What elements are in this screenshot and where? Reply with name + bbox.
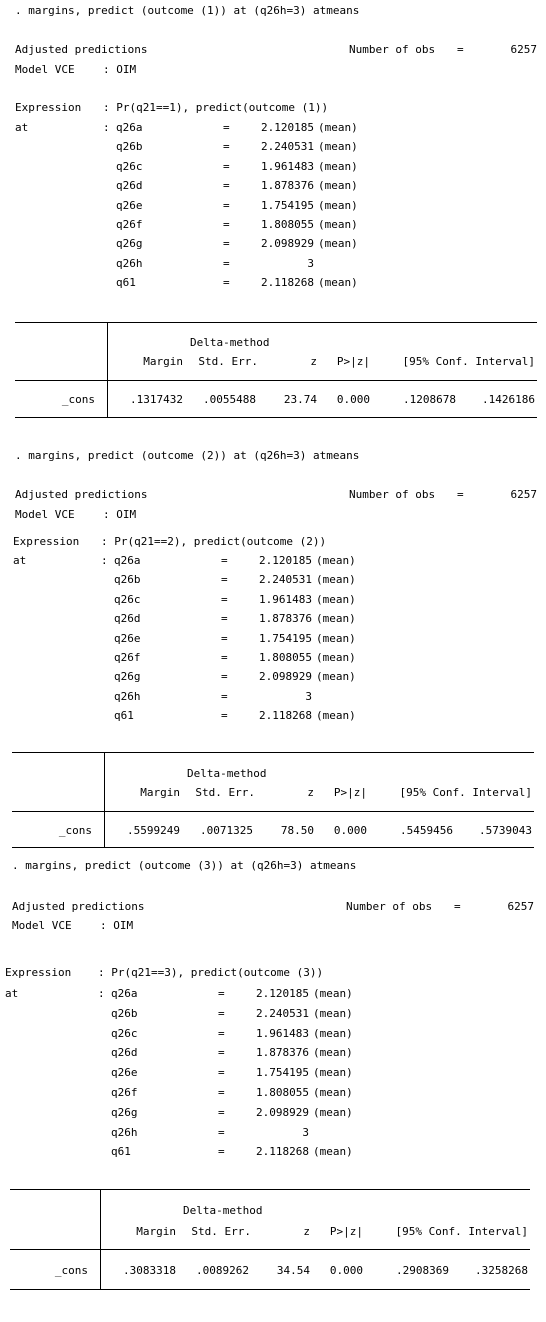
at-variable-name: q26d (116, 179, 143, 193)
at-variable-name: q26f (116, 218, 143, 231)
at-value: 2.240531 (261, 140, 314, 154)
cell-std-err: .0055488 (203, 393, 256, 406)
at-variable-name: q26f (111, 1086, 138, 1099)
at-value: 2.118268 (259, 709, 312, 723)
table-top-rule (12, 752, 534, 753)
at-value: 2.120185 (261, 121, 314, 134)
at-variable-name: q26c (111, 1026, 138, 1040)
header-margin: Margin (136, 1225, 176, 1238)
at-note: (mean) (313, 1006, 353, 1020)
nobs-label: Number of obs (349, 488, 436, 501)
at-variable-name: q26b (116, 140, 143, 154)
at-equals: = (218, 1145, 225, 1159)
at-note: (mean) (316, 631, 356, 645)
cell-ci-lower: .1208678 (403, 393, 456, 406)
at-variable-name: q26g (114, 670, 141, 684)
at-value: 1.754195 (256, 1066, 309, 1080)
at-equals: = (221, 709, 228, 723)
at-label: at (15, 121, 29, 134)
table-column-divider (100, 1189, 101, 1289)
at-note: (mean) (316, 554, 356, 567)
table-top-rule (10, 1189, 530, 1190)
at-equals: = (223, 159, 230, 173)
at-variable-name: q26e (116, 198, 143, 212)
at-variable-name: q26g (111, 1105, 138, 1119)
cell-ci-upper: .5739043 (479, 824, 532, 837)
at-equals: = (218, 1026, 225, 1040)
at-note: (mean) (313, 1086, 353, 1099)
table-column-divider (104, 752, 105, 847)
command-line: . margins, predict (outcome (1)) at (q26h=3) atmeans (15, 4, 360, 17)
at-equals: = (221, 573, 228, 587)
at-equals: = (223, 276, 230, 290)
vce-value: : OIM (100, 919, 134, 932)
margins-output-block (0, 4, 546, 444)
cell-margin: .5599249 (127, 824, 180, 837)
at-value: 2.240531 (256, 1006, 309, 1020)
at-variable-name: q61 (111, 1145, 131, 1159)
header-p: P>|z| (336, 355, 370, 368)
nobs-value: 6257 (510, 43, 537, 56)
at-variable-name: q26d (114, 612, 141, 626)
command-line: . margins, predict (outcome (2)) at (q26h=3) atmeans (15, 449, 360, 462)
table-super-header: Delta-method (187, 767, 267, 780)
at-equals: = (223, 140, 230, 154)
at-note: (mean) (313, 1026, 353, 1040)
table-header-rule (12, 811, 534, 812)
at-variable-name: q26a (111, 987, 138, 1000)
at-note: (mean) (318, 198, 358, 212)
nobs-equals: = (457, 488, 464, 501)
at-value: 2.120185 (259, 554, 312, 567)
at-variable-name: q26a (116, 121, 143, 134)
cell-std-err: .0089262 (196, 1264, 249, 1277)
at-note: (mean) (318, 140, 358, 154)
at-equals: = (223, 218, 230, 231)
at-variable-name: q26b (111, 1006, 138, 1020)
vce-label: Model VCE (15, 508, 75, 521)
at-value: 3 (305, 689, 312, 703)
at-value: 1.754195 (261, 198, 314, 212)
at-note: (mean) (313, 1046, 353, 1060)
cell-ci-upper: .1426186 (482, 393, 535, 406)
nobs-label: Number of obs (346, 900, 433, 913)
table-header-rule (15, 380, 537, 381)
at-note: (mean) (318, 237, 358, 251)
at-equals: = (218, 987, 225, 1000)
at-variable-name: q26h (116, 256, 143, 270)
at-variable-name: q26h (114, 689, 141, 703)
at-note: (mean) (318, 218, 358, 231)
at-note: (mean) (316, 592, 356, 606)
expression-label: Expression (5, 966, 72, 979)
at-variable-name: q26e (114, 631, 141, 645)
at-variable-name: q26c (116, 159, 143, 173)
at-note: (mean) (313, 1105, 353, 1119)
at-equals: = (223, 121, 230, 134)
at-equals: = (223, 237, 230, 251)
cell-z: 23.74 (283, 393, 317, 406)
at-note: (mean) (316, 651, 356, 664)
header-conf-interval: [95% Conf. Interval] (395, 1225, 528, 1238)
header-z: z (303, 1225, 310, 1238)
at-equals: = (221, 612, 228, 626)
expression-value: : Pr(q21==2), predict(outcome (2)) (101, 535, 327, 548)
row-label-cons: _cons (61, 393, 95, 406)
at-value: 1.878376 (256, 1046, 309, 1060)
header-std-err: Std. Err. (195, 786, 255, 799)
nobs-equals: = (457, 43, 464, 56)
at-value: 2.240531 (259, 573, 312, 587)
cell-margin: .3083318 (123, 1264, 176, 1277)
vce-value: : OIM (103, 63, 137, 76)
at-colon: : (103, 121, 110, 134)
at-variable-name: q61 (114, 709, 134, 723)
at-equals: = (223, 179, 230, 193)
vce-label: Model VCE (15, 63, 75, 76)
at-equals: = (218, 1086, 225, 1099)
header-margin: Margin (140, 786, 180, 799)
cell-ci-lower: .5459456 (400, 824, 453, 837)
at-value: 1.878376 (261, 179, 314, 193)
at-variable-name: q26f (114, 651, 141, 664)
at-note: (mean) (316, 709, 356, 723)
nobs-label: Number of obs (349, 43, 436, 56)
at-equals: = (221, 651, 228, 664)
header-std-err: Std. Err. (198, 355, 258, 368)
at-value: 2.118268 (256, 1145, 309, 1159)
at-note: (mean) (313, 1145, 353, 1159)
at-value: 3 (307, 256, 314, 270)
expression-label: Expression (13, 535, 80, 548)
at-value: 1.961483 (256, 1026, 309, 1040)
cell-margin: .1317432 (130, 393, 183, 406)
at-note: (mean) (313, 1066, 353, 1080)
at-note: (mean) (318, 276, 358, 290)
results-title: Adjusted predictions (12, 900, 145, 913)
at-value: 1.808055 (261, 218, 314, 231)
at-variable-name: q26c (114, 592, 141, 606)
at-variable-name: q26a (114, 554, 141, 567)
table-top-rule (15, 322, 537, 323)
table-bottom-rule (12, 847, 534, 848)
cell-ci-upper: .3258268 (475, 1264, 528, 1277)
table-bottom-rule (10, 1289, 530, 1290)
at-note: (mean) (316, 612, 356, 626)
at-variable-name: q26g (116, 237, 143, 251)
at-colon: : (98, 987, 105, 1000)
at-equals: = (221, 689, 228, 703)
at-value: 2.098929 (259, 670, 312, 684)
at-label: at (5, 987, 19, 1000)
cell-p: 0.000 (329, 1264, 363, 1277)
margins-output-block (0, 449, 546, 889)
vce-value: : OIM (103, 508, 137, 521)
at-label: at (13, 554, 27, 567)
at-equals: = (221, 592, 228, 606)
cell-p: 0.000 (333, 824, 367, 837)
header-z: z (310, 355, 317, 368)
at-variable-name: q61 (116, 276, 136, 290)
at-equals: = (218, 1125, 225, 1139)
at-value: 1.961483 (259, 592, 312, 606)
at-variable-name: q26d (111, 1046, 138, 1060)
at-equals: = (218, 1006, 225, 1020)
at-value: 1.878376 (259, 612, 312, 626)
at-note: (mean) (313, 987, 353, 1000)
at-equals: = (221, 631, 228, 645)
nobs-value: 6257 (507, 900, 534, 913)
row-label-cons: _cons (58, 824, 92, 837)
at-equals: = (223, 198, 230, 212)
table-bottom-rule (15, 417, 537, 418)
at-value: 2.118268 (261, 276, 314, 290)
at-note: (mean) (318, 179, 358, 193)
at-note: (mean) (318, 121, 358, 134)
header-std-err: Std. Err. (191, 1225, 251, 1238)
cell-p: 0.000 (336, 393, 370, 406)
nobs-equals: = (454, 900, 461, 913)
at-variable-name: q26e (111, 1066, 138, 1080)
at-value: 1.808055 (259, 651, 312, 664)
nobs-value: 6257 (510, 488, 537, 501)
header-p: P>|z| (329, 1225, 363, 1238)
vce-label: Model VCE (12, 919, 72, 932)
command-line: . margins, predict (outcome (3)) at (q26h=3) atmeans (12, 859, 357, 872)
margins-output-block (0, 859, 546, 1299)
at-equals: = (221, 670, 228, 684)
results-title: Adjusted predictions (15, 43, 148, 56)
at-value: 1.961483 (261, 159, 314, 173)
at-variable-name: q26b (114, 573, 141, 587)
at-note: (mean) (316, 573, 356, 587)
row-label-cons: _cons (54, 1264, 88, 1277)
expression-label: Expression (15, 101, 82, 114)
at-value: 2.098929 (261, 237, 314, 251)
header-margin: Margin (143, 355, 183, 368)
cell-z: 78.50 (280, 824, 314, 837)
at-equals: = (218, 1046, 225, 1060)
header-z: z (307, 786, 314, 799)
at-colon: : (101, 554, 108, 567)
cell-std-err: .0071325 (200, 824, 253, 837)
at-variable-name: q26h (111, 1125, 138, 1139)
results-title: Adjusted predictions (15, 488, 148, 501)
header-conf-interval: [95% Conf. Interval] (399, 786, 532, 799)
table-column-divider (107, 322, 108, 417)
expression-value: : Pr(q21==1), predict(outcome (1)) (103, 101, 329, 114)
table-super-header: Delta-method (183, 1204, 263, 1217)
cell-ci-lower: .2908369 (396, 1264, 449, 1277)
at-equals: = (223, 256, 230, 270)
at-value: 3 (302, 1125, 309, 1139)
at-value: 1.808055 (256, 1086, 309, 1099)
table-header-rule (10, 1249, 530, 1250)
cell-z: 34.54 (276, 1264, 310, 1277)
at-equals: = (218, 1105, 225, 1119)
at-value: 2.120185 (256, 987, 309, 1000)
at-note: (mean) (318, 159, 358, 173)
at-note: (mean) (316, 670, 356, 684)
at-equals: = (221, 554, 228, 567)
header-p: P>|z| (333, 786, 367, 799)
header-conf-interval: [95% Conf. Interval] (402, 355, 535, 368)
at-value: 2.098929 (256, 1105, 309, 1119)
at-value: 1.754195 (259, 631, 312, 645)
table-super-header: Delta-method (190, 336, 270, 349)
expression-value: : Pr(q21==3), predict(outcome (3)) (98, 966, 324, 979)
at-equals: = (218, 1066, 225, 1080)
